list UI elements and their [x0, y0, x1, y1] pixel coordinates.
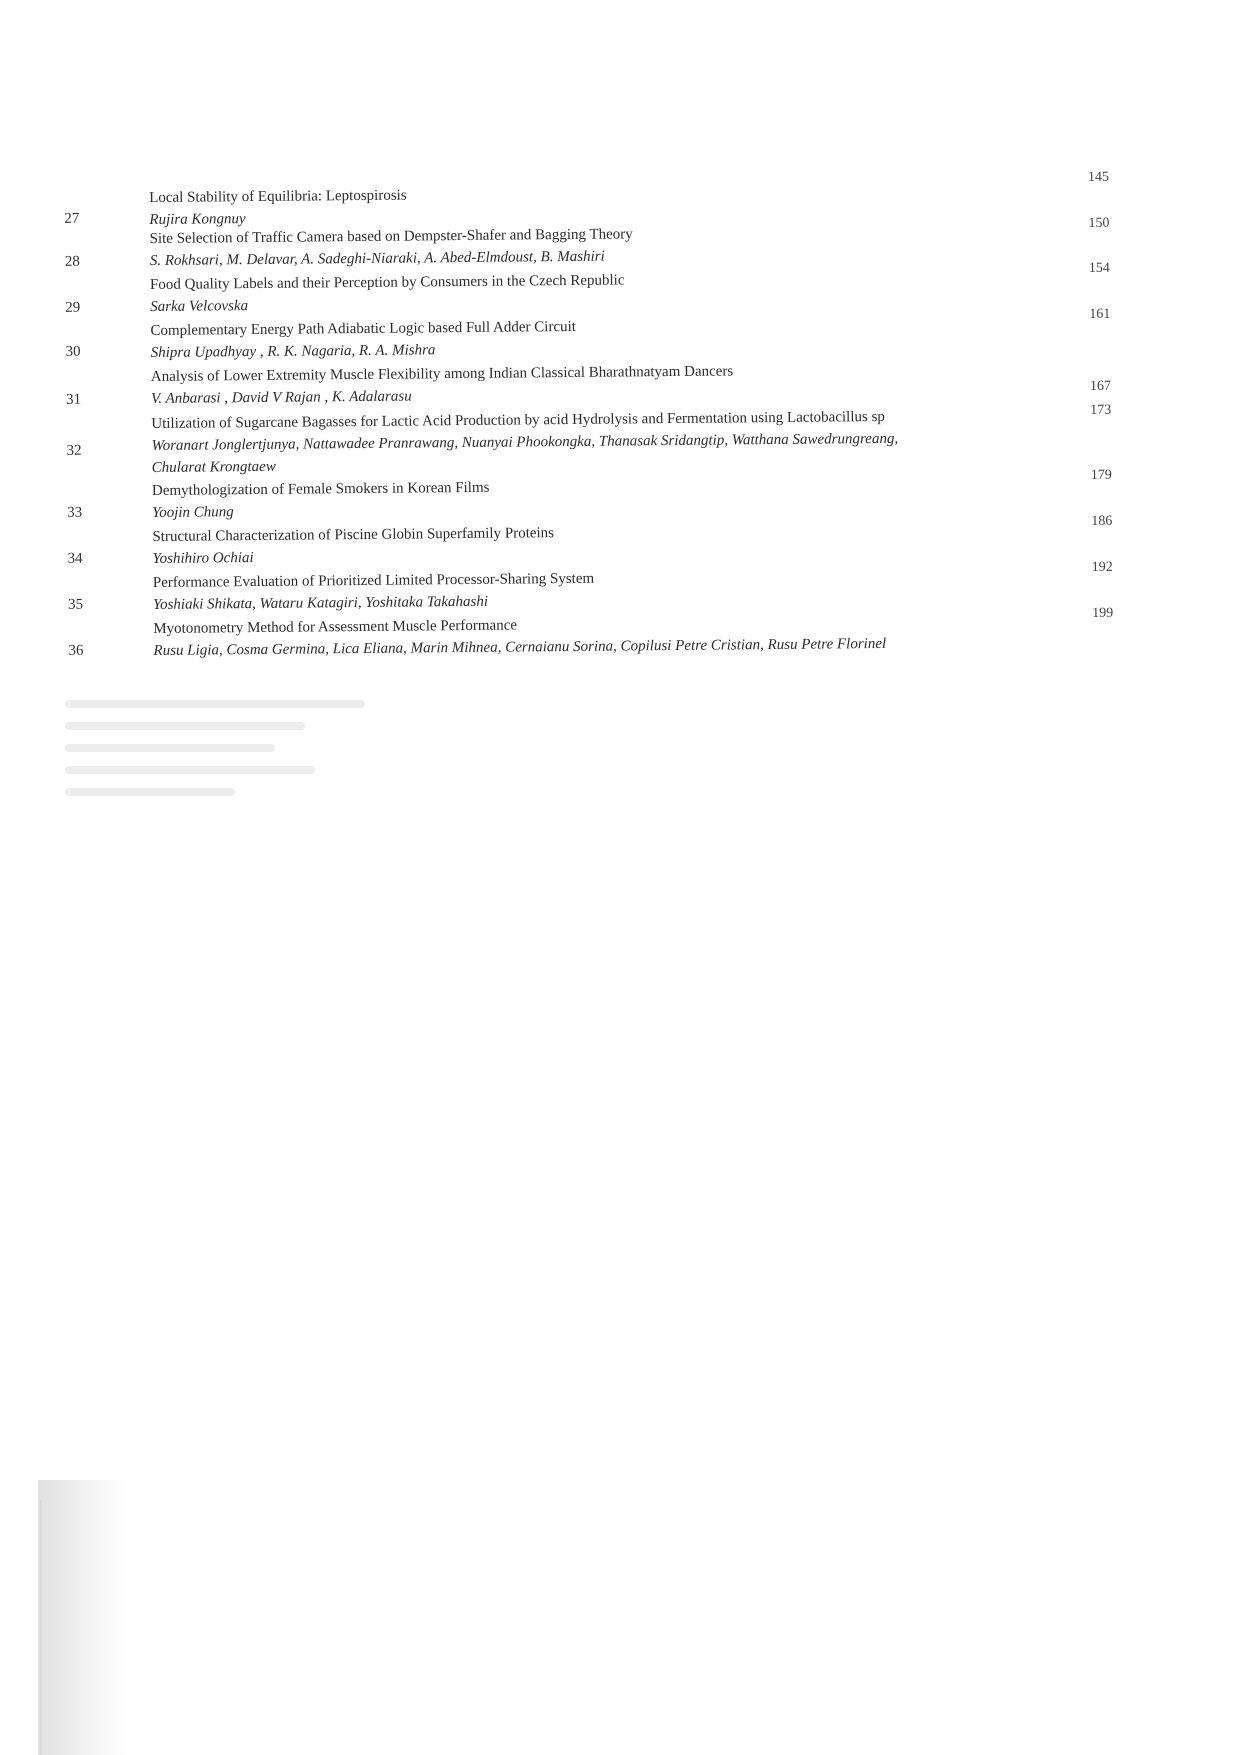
- entry-page-number[interactable]: 145: [1087, 169, 1110, 185]
- scan-shadow: [38, 1480, 128, 1755]
- entry-number: 31: [66, 391, 82, 408]
- entry-title[interactable]: Complementary Energy Path Adiabatic Logic based Full Adder Circuit: [150, 318, 576, 340]
- entry-title[interactable]: Myotonometry Method for Assessment Muscle Performance: [153, 617, 518, 637]
- entry-title[interactable]: Utilization of Sugarcane Bagasses for Lactic Acid Production by acid Hydrolysis and Fermentation using Lactobacillus sp: [151, 408, 885, 432]
- entry-authors: Shipra Upadhyay , R. K. Nagaria, R. A. Mishra: [150, 342, 436, 362]
- entry-authors: Woranart Jonglertjunya, Nattawadee Pranrawang, Nuanyai Phookongka, Thanasak Sridangtip, Watthana Sawedrungreang,: [151, 430, 899, 454]
- entry-page-number[interactable]: 154: [1088, 260, 1110, 276]
- entry-number: 27: [64, 210, 80, 227]
- entry-title[interactable]: Analysis of Lower Extremity Muscle Flexibility among Indian Classical Bharathnatyam Dancers: [150, 363, 734, 386]
- entry-title[interactable]: Demythologization of Female Smokers in Korean Films: [151, 479, 490, 499]
- entry-title[interactable]: Local Stability of Equilibria: Leptospirosis: [149, 187, 407, 207]
- scan-smudge: [65, 744, 275, 752]
- entry-authors: Sarka Velcovska: [150, 298, 249, 316]
- entry-authors: Yoshiaki Shikata, Wataru Katagiri, Yoshitaka Takahashi: [153, 593, 489, 613]
- entry-authors: Yoojin Chung: [152, 504, 234, 521]
- entry-page-number[interactable]: 150: [1088, 215, 1110, 231]
- entry-authors-continued: Chularat Krongtaew: [151, 458, 276, 476]
- entry-authors: Rujira Kongnuy: [149, 211, 246, 229]
- entry-authors: V. Anbarasi , David V Rajan , K. Adalarasu: [151, 388, 412, 407]
- scan-smudge: [65, 766, 315, 774]
- entry-page-number[interactable]: 179: [1090, 467, 1112, 483]
- entry-page-number[interactable]: 161: [1089, 306, 1111, 322]
- entry-page-number[interactable]: 186: [1091, 513, 1113, 529]
- scan-smudge: [65, 788, 235, 796]
- entry-number: 33: [67, 504, 83, 521]
- entry-number: 34: [67, 550, 83, 567]
- entry-number: 35: [67, 596, 84, 613]
- entry-authors: S. Rokhsari, M. Delavar, A. Sadeghi-Niaraki, A. Abed-Elmdoust, B. Mashiri: [149, 248, 605, 270]
- entry-title[interactable]: Performance Evaluation of Prioritized Limited Processor-Sharing System: [152, 570, 595, 591]
- entry-page-number[interactable]: 192: [1091, 559, 1113, 575]
- entry-page-number[interactable]: 199: [1092, 605, 1114, 621]
- entry-number: 29: [65, 299, 81, 316]
- entry-number: 32: [66, 442, 82, 459]
- entry-authors: Rusu Ligia, Cosma Germina, Lica Eliana, Marin Mihnea, Cernaianu Sorina, Copilusi Petre Cristian, Rusu Petre Florinel: [153, 635, 887, 659]
- entry-number: 30: [65, 343, 81, 360]
- scan-page-edge: [40, 1500, 42, 1755]
- entry-number: 36: [68, 642, 84, 659]
- entry-title[interactable]: Food Quality Labels and their Perception by Consumers in the Czech Republic: [149, 272, 625, 294]
- entry-title[interactable]: Structural Characterization of Piscine Globin Superfamily Proteins: [152, 525, 555, 545]
- entry-title[interactable]: Site Selection of Traffic Camera based on Dempster-Shafer and Bagging Theory: [149, 226, 633, 248]
- table-of-contents: [0, 0, 1241, 701]
- entry-page-number[interactable]: 173: [1090, 402, 1112, 418]
- entry-page-number[interactable]: 167: [1089, 378, 1112, 394]
- scan-smudge: [65, 722, 305, 730]
- entry-authors: Yoshihiro Ochiai: [152, 550, 254, 567]
- entry-number: 28: [64, 253, 80, 270]
- scan-smudge: [65, 700, 365, 708]
